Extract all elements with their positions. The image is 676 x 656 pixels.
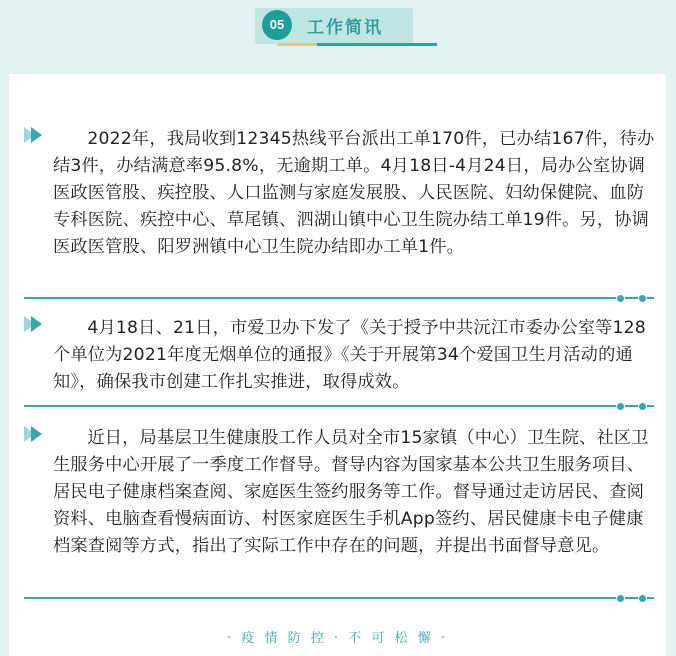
header-underline [277, 43, 437, 46]
news-item-text: 4月18日、21日，市爱卫办下发了《关于授予中共沅江市委办公室等128个单位为2021年度无烟单位的通报》《关于开展第34个爱国卫生月活动的通知》，确保我市创建工作扎实推进，取得成效。 [53, 318, 646, 392]
arrow-right-icon [24, 126, 46, 144]
news-item-text: 2022年，我局收到12345热线平台派出工单170件，已办结167件，待办结3件，办结满意率95.8%，无逾期工单。4月18日-4月24日，局办公室协调医政医管股、疾控股、人口监测与家庭发展股、人民医院、妇幼保健院、血防专科医院、疾控中心、草尾镇、泗湖山镇中心卫生院办结工单19件。另，协调医政医管股、阳罗洲镇中心卫生院办结即办工单1件。 [53, 129, 655, 257]
section-number-badge: 05 [262, 10, 292, 40]
arrow-right-icon [24, 315, 46, 333]
section-title: 工作简讯 [307, 18, 383, 38]
content-card [9, 74, 666, 656]
footer-slogan: · 疫 情 防 控 · 不 可 松 懈 · [227, 631, 448, 646]
divider [24, 293, 654, 303]
arrow-right-icon [24, 425, 46, 443]
divider [24, 593, 654, 603]
divider [24, 401, 654, 411]
section-header [0, 0, 676, 60]
news-item-text: 近日，局基层卫生健康股工作人员对全市15家镇（中心）卫生院、社区卫生服务中心开展了一季度工作督导。督导内容为国家基本公共卫生服务项目、居民电子健康档案查阅、家庭医生签约服务等工作。督导通过走访居民、查阅资料、电脑查看慢病面访、村医家庭医生手机App签约、居民健康卡电子健康档案查阅等方式，指出了实际工作中存在的问题，并提出书面督导意见。 [53, 428, 649, 556]
